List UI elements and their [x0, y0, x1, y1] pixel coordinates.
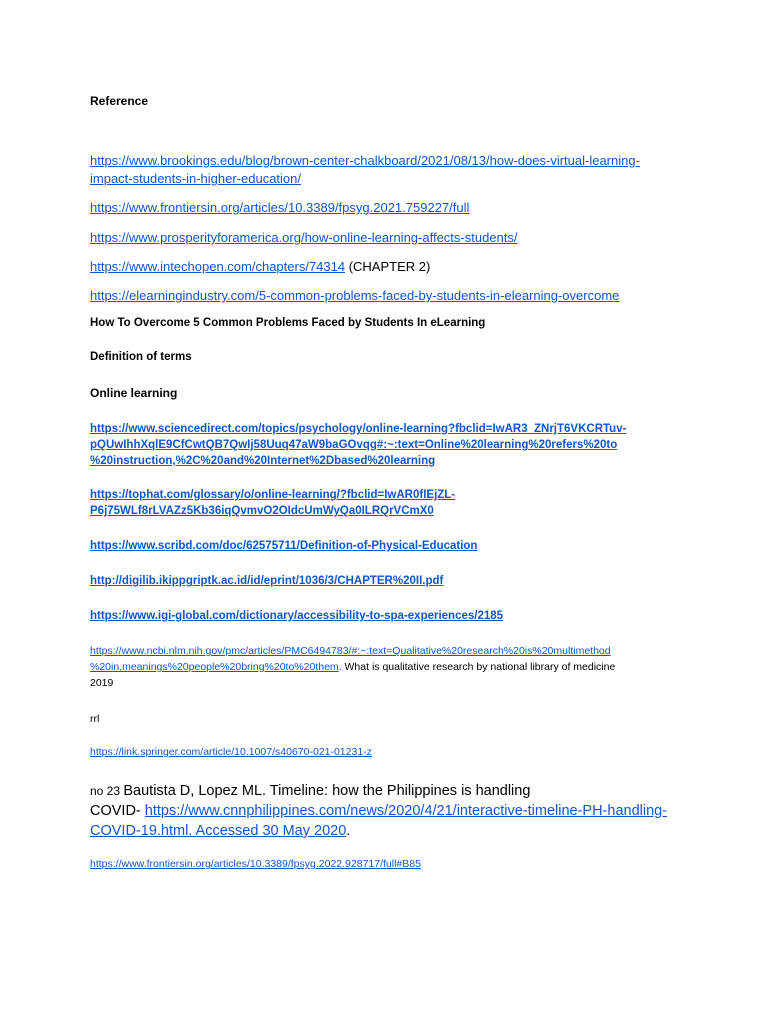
- link-sciencedirect-line2[interactable]: pQUwIhhXqlE9CfCwtQB7QwIj58Uuq47aW9baGOvqg#:~:text=Online%20learning%20refers%20to: [90, 439, 618, 451]
- rrl-heading: rrl: [90, 713, 100, 725]
- ncbi-year: 2019: [90, 677, 114, 689]
- link-elearningindustry[interactable]: https://elearningindustry.com/5-common-problems-faced-by-students-in-elearning-overcome: [90, 288, 620, 303]
- ref-igi-global: [90, 608, 690, 624]
- reference-heading: Reference: [90, 94, 149, 108]
- ref-cnn-philippines: [90, 781, 690, 841]
- link-springer[interactable]: https://link.springer.com/article/10.1007/s40670-021-01231-z: [90, 746, 372, 758]
- ref-frontiers-2022: [90, 856, 690, 872]
- ref-prosperity: [90, 229, 690, 247]
- ref-frontiers-2021: [90, 199, 690, 217]
- cnn-ref-number: no 23: [90, 784, 124, 798]
- elearning-article-title: How To Overcome 5 Common Problems Faced by Students In eLearning: [90, 317, 486, 329]
- link-sciencedirect-line1[interactable]: https://www.sciencedirect.com/topics/psychology/online-learning?fbclid=IwAR3_ZNrjT6VKCRTuv-: [90, 423, 627, 435]
- ref-sciencedirect: [90, 421, 690, 469]
- ref-springer: [90, 744, 690, 760]
- link-digilib[interactable]: http://digilib.ikippgriptk.ac.id/id/eprint/1036/3/CHAPTER%20II.pdf: [90, 575, 444, 587]
- ref-digilib: [90, 573, 690, 589]
- intechopen-note: (CHAPTER 2): [345, 259, 431, 274]
- link-tophat-line2[interactable]: P6j75WLf8rLVAZz5Kb36iqQvmvO2OIdcUmWyQa0ILRQrVCmX0: [90, 505, 434, 517]
- cnn-period: .: [346, 823, 351, 839]
- link-ncbi-line1[interactable]: https://www.ncbi.nlm.nih.gov/pmc/articles/PMC6494783/#:~:text=Qualitative%20research%20is%20multimethod: [90, 645, 611, 657]
- cnn-citation-text: Bautista D, Lopez ML. Timeline: how the Philippines is handling: [123, 783, 531, 799]
- link-tophat-line1[interactable]: https://tophat.com/glossary/o/online-learning/?fbclid=IwAR0fIEjZL-: [90, 489, 456, 501]
- link-frontiers-2021[interactable]: https://www.frontiersin.org/articles/10.3389/fpsyg.2021.759227/full: [90, 200, 470, 215]
- link-igi-global[interactable]: https://www.igi-global.com/dictionary/accessibility-to-spa-experiences/2185: [90, 610, 504, 622]
- link-brookings-line2[interactable]: impact-students-in-higher-education/: [90, 171, 301, 186]
- ref-ncbi: [90, 643, 690, 691]
- ref-tophat: [90, 487, 690, 519]
- definition-heading: Definition of terms: [90, 351, 192, 363]
- online-learning-heading: Online learning: [90, 386, 178, 400]
- ref-scribd: [90, 538, 690, 554]
- ref-elearningindustry: [90, 287, 690, 305]
- link-cnn-line1[interactable]: https://www.cnnphilippines.com/news/2020/4/21/interactive-timeline-PH-handling-: [144, 803, 668, 819]
- ref-intechopen: [90, 258, 690, 276]
- link-intechopen[interactable]: https://www.intechopen.com/chapters/74314: [90, 259, 346, 274]
- link-brookings-line1[interactable]: https://www.brookings.edu/blog/brown-center-chalkboard/2021/08/13/how-does-virtual-learning-: [90, 153, 640, 168]
- cnn-covid-text: COVID-: [90, 803, 145, 819]
- ncbi-description: . What is qualitative research by national library of medicine: [338, 661, 616, 673]
- link-scribd[interactable]: https://www.scribd.com/doc/62575711/Definition-of-Physical-Education: [90, 540, 478, 552]
- link-sciencedirect-line3[interactable]: %20instruction,%2C%20and%20Internet%2Dbased%20learning: [90, 455, 436, 467]
- link-frontiers-2022[interactable]: https://www.frontiersin.org/articles/10.3389/fpsyg.2022.928717/full#B85: [90, 858, 421, 870]
- link-ncbi-line2[interactable]: %20in,meanings%20people%20bring%20to%20them: [90, 661, 339, 673]
- link-cnn-line2[interactable]: COVID-19.html. Accessed 30 May 2020: [90, 823, 347, 839]
- link-prosperity[interactable]: https://www.prosperityforamerica.org/how-online-learning-affects-students/: [90, 230, 518, 245]
- ref-brookings: [90, 152, 690, 188]
